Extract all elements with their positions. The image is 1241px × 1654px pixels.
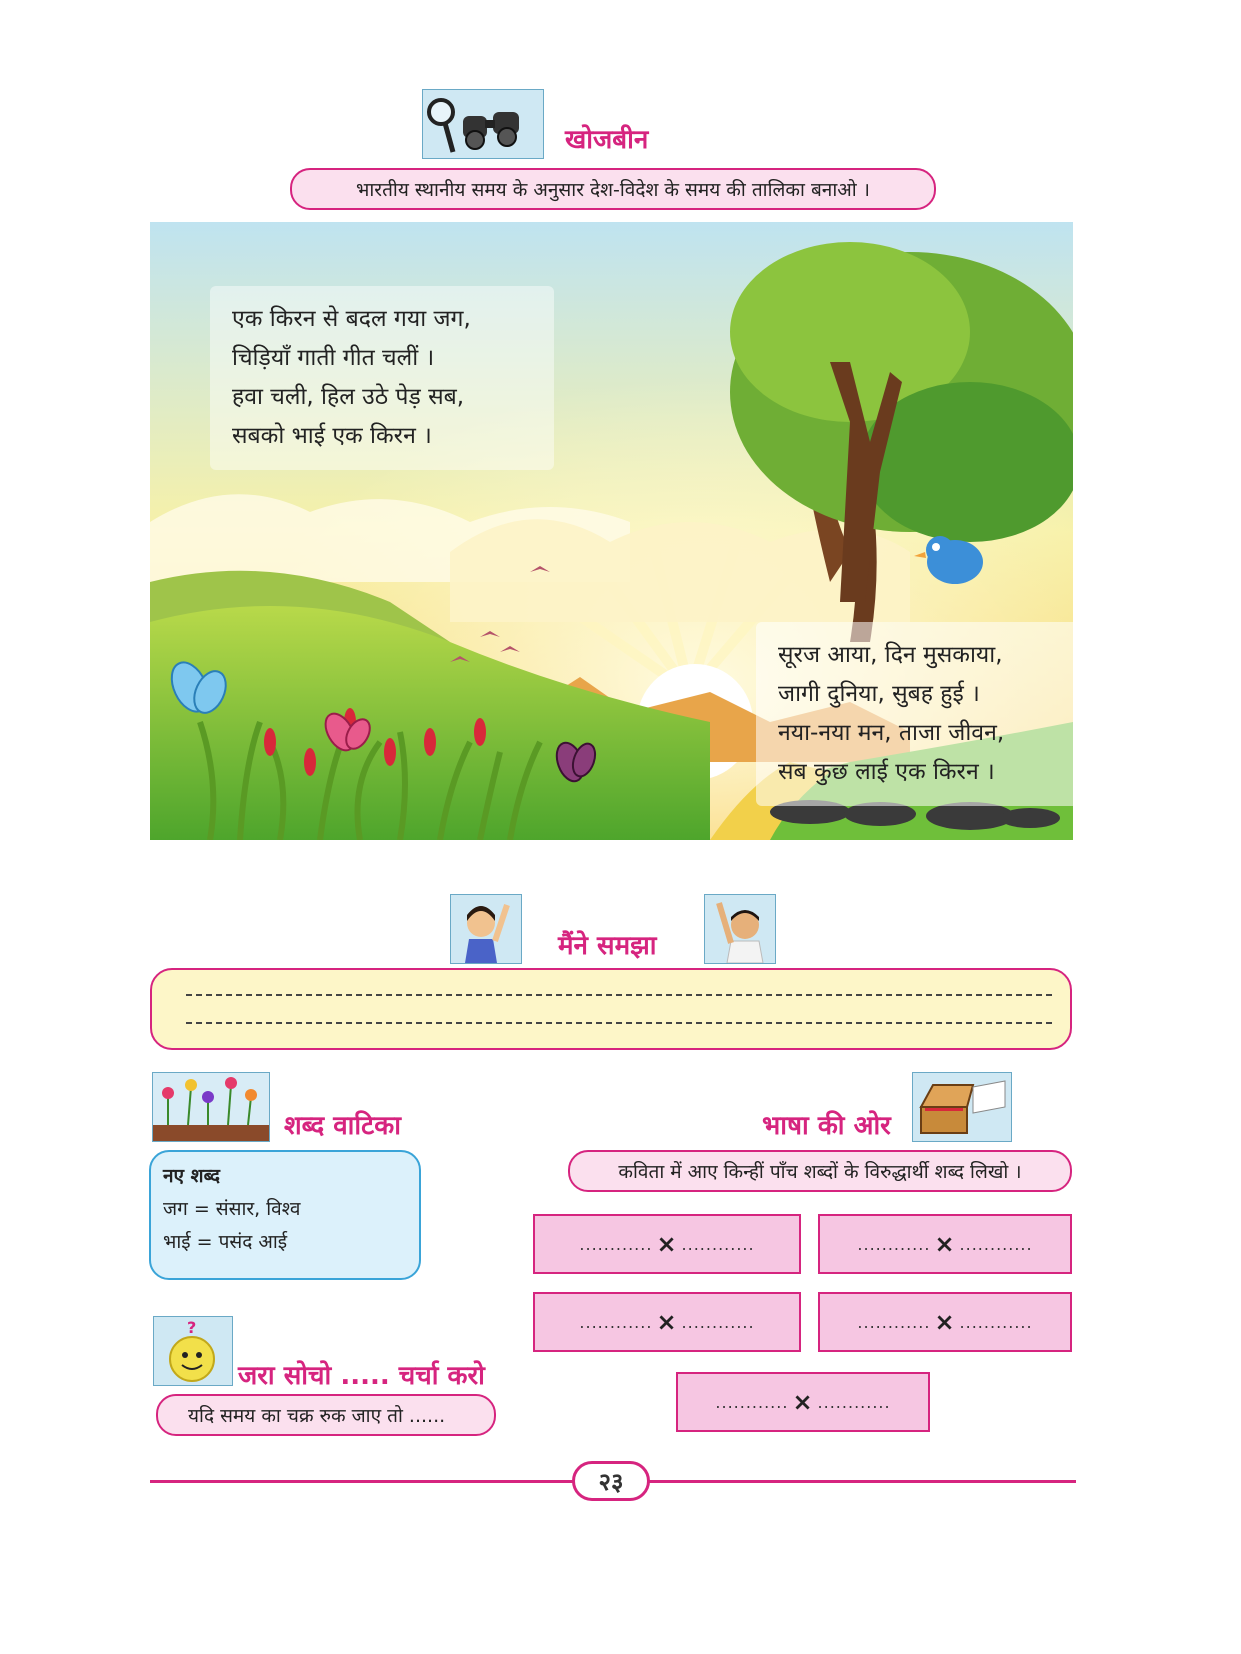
cross-icon: × (934, 1230, 956, 1258)
page-number: २३ (572, 1461, 650, 1501)
blank: ............ (579, 1312, 653, 1332)
girl-raising-hand-icon (450, 894, 522, 964)
cross-icon: × (656, 1230, 678, 1258)
thinking-smiley-icon (153, 1316, 233, 1386)
blank: ............ (681, 1312, 755, 1332)
cross-icon: × (792, 1388, 814, 1416)
jara-socho-prompt: यदि समय का चक्र रुक जाए तो ...... (156, 1394, 496, 1436)
new-word-entry: भाई = पसंद आई (163, 1231, 288, 1253)
khojbeen-task: भारतीय स्थानीय समय के अनुसार देश-विदेश के समय की तालिका बनाओ । (290, 168, 936, 210)
poem-line: जागी दुनिया, सुबह हुई । (778, 681, 980, 707)
blank: ............ (817, 1392, 891, 1412)
flower-garden-icon (152, 1072, 270, 1142)
new-words-box (149, 1150, 421, 1280)
blank: ............ (857, 1312, 931, 1332)
poem-line: सूरज आया, दिन मुसकाया, (778, 642, 1003, 668)
answer-line-2 (186, 1022, 1052, 1024)
bhasha-task: कविता में आए किन्हीं पाँच शब्दों के विरुद्धार्थी शब्द लिखो । (568, 1150, 1072, 1192)
shabd-vatika-title: शब्द वाटिका (284, 1111, 401, 1141)
antonym-answer-box-3[interactable] (533, 1292, 801, 1352)
blank: ............ (681, 1234, 755, 1254)
svg-text:?: ? (187, 1318, 197, 1337)
maine-samjha-title: मैंने समझा (558, 931, 657, 961)
cross-icon: × (934, 1308, 956, 1336)
blank: ............ (579, 1234, 653, 1254)
blank: ............ (959, 1234, 1033, 1254)
antonym-answer-box-1[interactable] (533, 1214, 801, 1274)
poem-stanza-2 (756, 622, 1090, 806)
poem-line: एक किरन से बदल गया जग, (232, 306, 471, 332)
cross-icon: × (656, 1308, 678, 1336)
poem-line: नया-नया मन, ताजा जीवन, (778, 720, 1005, 746)
new-words-title: नए शब्द (163, 1165, 221, 1187)
maine-samjha-answer-box[interactable] (150, 968, 1072, 1050)
blank: ............ (715, 1392, 789, 1412)
khojbeen-title: खोजबीन (565, 125, 649, 155)
bhasha-title: भाषा की ओर (762, 1111, 891, 1141)
poem-line: सबको भाई एक किरन । (232, 423, 432, 449)
blank: ............ (959, 1312, 1033, 1332)
poem-line: चिड़ियाँ गाती गीत चलीं । (232, 345, 435, 371)
jara-socho-title: जरा सोचो ..... चर्चा करो (238, 1361, 485, 1391)
poem-line: सब कुछ लाई एक किरन । (778, 759, 995, 785)
antonym-answer-box-2[interactable] (818, 1214, 1072, 1274)
blank: ............ (857, 1234, 931, 1254)
answer-line-1 (186, 994, 1052, 996)
new-word-entry: जग = संसार, विश्व (163, 1198, 301, 1220)
antonym-answer-box-5[interactable] (676, 1372, 930, 1432)
boy-raising-hand-icon (704, 894, 776, 964)
antonym-answer-box-4[interactable] (818, 1292, 1072, 1352)
poem-line: हवा चली, हिल उठे पेड़ सब, (232, 384, 465, 410)
treasure-box-icon (912, 1072, 1012, 1142)
poem-stanza-1 (210, 286, 554, 470)
binoculars-icon (422, 89, 544, 159)
